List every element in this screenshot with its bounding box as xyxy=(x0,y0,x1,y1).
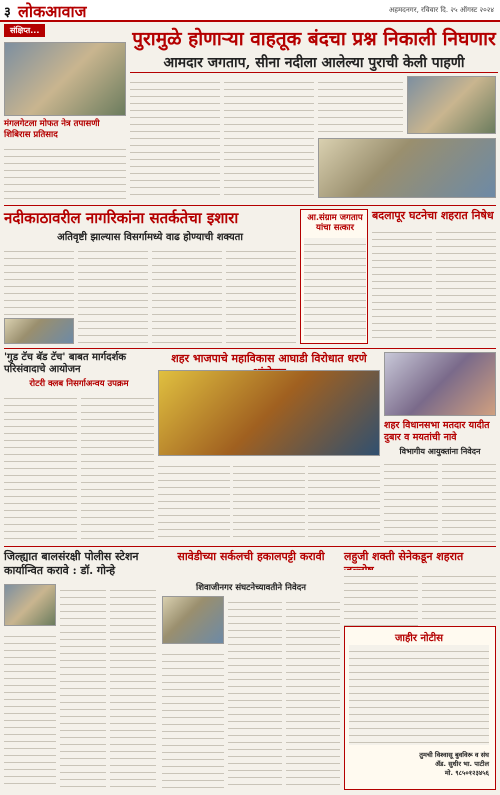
story2-subhead: अतिवृष्टी झाल्यास विसर्गामध्ये वाढ होण्याची शक्यता xyxy=(57,232,243,243)
savedi-subhead: शिवाजीनगर संघटनेच्यावतीने निवेदन xyxy=(196,583,306,593)
goodtouch-body-col2 xyxy=(81,392,154,542)
date-line: अहमदनगर, रविवार दि. २५ ऑगस्ट २०२४ xyxy=(388,6,494,14)
lead-headline: पुरामुळे होणाऱ्या वाहतूक बंदचा प्रश्न निकाली निघणार xyxy=(132,28,496,50)
lead-subhead: आमदार जगताप, सीना नदीला आलेल्या पुराची केली पाहणी xyxy=(163,55,465,71)
savedi-headline: सावेडीच्या सर्कलची हकालपट्टी करावी xyxy=(177,550,325,563)
badlapur-headline: बदलापूर घटनेचा शहरात निषेध xyxy=(372,209,494,222)
mla-photo xyxy=(407,76,496,134)
eye-camp-photo xyxy=(4,42,126,116)
memorandum-photo xyxy=(162,596,224,644)
brief-body-text xyxy=(4,143,126,201)
goodtouch-headline: 'गुड टॅच बॅड टॅच' बाबत मार्गदर्शक परिसंवादाचे आयोजन xyxy=(4,352,127,375)
bjp-body-col2 xyxy=(233,460,305,542)
notice-body xyxy=(349,645,489,745)
goodtouch-body-col1 xyxy=(4,392,77,542)
badlapur-body-col2 xyxy=(436,226,496,344)
public-notice xyxy=(344,626,496,790)
box-story-headline: आ.संग्राम जगताप यांचा सत्कार xyxy=(307,213,363,233)
river-photo xyxy=(4,318,74,344)
section-divider xyxy=(4,546,496,547)
badlapur-body-col1 xyxy=(372,226,432,344)
story2-body-col3 xyxy=(152,245,222,343)
voters-body-col1 xyxy=(384,458,438,542)
doctor-photo xyxy=(4,584,56,626)
bjp-body-col3 xyxy=(308,460,380,542)
notice-footer xyxy=(349,751,489,778)
notice-footer-line3: मो. ९८५०१२३४५६ xyxy=(444,769,489,777)
savedi-body-col2 xyxy=(228,596,282,790)
section-divider xyxy=(4,205,496,206)
goodtouch-subhead: रोटरी क्लब निसर्गाअन्वय उपक्रम xyxy=(29,379,129,389)
box-story xyxy=(300,209,368,344)
brief-caption: मंगलगेटला मोफत नेत्र तपासणी शिबिरास प्रतिसाद xyxy=(4,119,100,140)
bjp-headline: शहर भाजपाचे महाविकास आघाडी विरोधात धरणे xyxy=(171,352,367,365)
savedi-body-col1 xyxy=(162,648,224,790)
voters-headline: शहर विधानसभा मतदार यादीत दुबार व मयतांची नावे xyxy=(384,420,490,443)
voters-photo xyxy=(384,352,496,416)
lahuji-headline: लहुजी शक्ती सेनेकडून शहरात xyxy=(344,550,464,563)
box-story-body xyxy=(304,238,366,340)
page-number: ३ xyxy=(4,5,11,20)
divider xyxy=(130,72,498,73)
police-headline: जिल्ह्यात बालसंरक्षी पोलीस स्टेशन कार्यान्वित करावे : डॉ. गोन्हे xyxy=(4,550,139,577)
masthead xyxy=(0,0,500,22)
bjp-body-col1 xyxy=(158,460,230,542)
notice-title: जाहीर नोटीस xyxy=(394,633,443,644)
police-body-col2 xyxy=(60,584,106,790)
section-divider xyxy=(4,348,496,349)
story2-body-col2 xyxy=(78,245,148,343)
voters-body-col2 xyxy=(442,458,496,542)
protest-photo xyxy=(158,370,380,456)
notice-footer-line1: तुमची विश्वासू बुवविरू व संघ xyxy=(419,751,489,759)
story2-headline: नदीकाठावरील नागरिकांना सतर्कतेचा इशारा xyxy=(4,209,239,227)
savedi-body-col3 xyxy=(286,596,340,790)
notice-footer-line2: ॲड. सुधीर भा. पाटील xyxy=(435,760,489,768)
section-tag: संक्षिप्त... xyxy=(4,24,45,37)
police-body-col1 xyxy=(4,630,56,790)
newspaper-logo: लोकआवाज xyxy=(18,2,87,21)
story2-body-col4 xyxy=(226,245,296,343)
lead-body-col3 xyxy=(318,76,403,134)
voters-subhead: विभागीय आयुक्तांना निवेदन xyxy=(399,446,481,456)
lead-body-col2 xyxy=(224,76,314,201)
lead-body-col1 xyxy=(130,76,220,201)
lahuji-body-col2 xyxy=(422,570,496,622)
police-body-col3 xyxy=(110,584,156,790)
flood-photo xyxy=(318,138,496,198)
